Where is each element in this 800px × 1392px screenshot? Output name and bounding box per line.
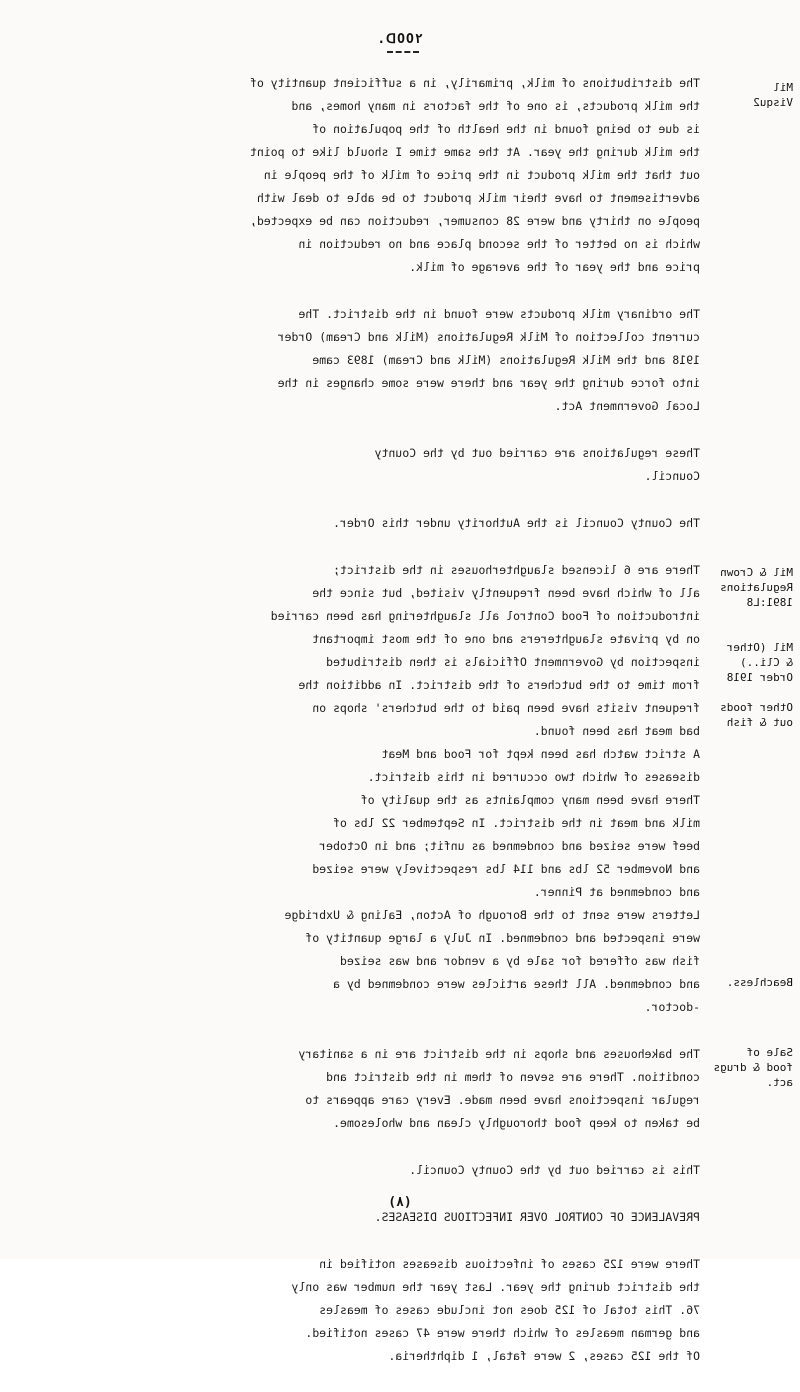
body-paragraph: This is carried out by the County Council. [409,1163,700,1177]
document-header-code: .ᗡOO٢ [377,32,423,47]
margin-note: Mil Visqu2 [753,81,793,109]
margin-note: Other foods out & fish [720,701,793,729]
margin-note: Mil & Crown Regulations 1891:L8 [720,566,793,609]
body-paragraph: The ordinary milk products were found in the district. The current collection of Milk Regulations (Milk and Cream) Order 1918 and the Milk Regulations (Milk and Cream) 1893 came into force during the year and there were some changes in the Local Government Act. [277,307,700,413]
body-paragraph: There are 6 licensed slaughterhouses in the district; all of which have been frequently visited, but since the introduction of Food Control all slaughtering has been carried on by private slaughterers and one of the most important inspection by Government Officials is then distributed from time to the butchers of the district. In addition the frequent visits have been paid to the butchers' shops on bad meat has been found. A strict watch has been kept for Food and Meat diseases of which two occurred in this district. There have been many complaints as the quality of milk and meat in the district. In September 22 lbs of beef were seized and condemned as unfit; and in October and November 52 lbs and 114 lbs respectively were seized and condemned at Pinner. Letters were sent to the Borough of Acton, Ealing & Uxbridge were inspected and condemned. In July a large quantity of fish was offered for sale by a vendor and was seized and condemned. All these articles were condemned by a -doctor. [270,563,700,1014]
body-paragraph: PREVALENCE OF CONTROL OVER INFECTIOUS DISEASES. [374,1210,700,1224]
body-paragraph: The County Council is the Authority under this Order. [333,516,700,530]
document-body [40,72,700,1392]
body-paragraph: These regulations are carried out by the County Council. [374,446,700,483]
margin-note: Beachless. [726,976,793,989]
body-paragraph: There were 125 cases of infectious diseases notified in the district during the year. Last year the number was only 76. This total of 125 does not include cases of measles and german measles of which there were 47 cases notified. Of the 125 cases, 2 were fatal, 1 diphtheria. [291,1257,700,1363]
body-paragraph: The bakehouses and shops in the district are in a sanitary condition. There are seven of them in the district and regular inspections have been made. Every care appears to be taken to keep food thoroughly clean and wholesome. [298,1047,700,1130]
body-paragraph: The distributions of milk, primarily, in a sufficient quantity of the milk products, is one of the factors in many homes, and is due to being found in the health of the population of the milk during the year. At the same time I should like to point out that the milk product in the price of milk of the people in advertisement to have their milk product to be able to deal with people on thirty and were 28 consumer, reduction can be expected, which is no better of the second place and no reduction in price and the year of the average of milk. [249,76,700,274]
margin-note: Mil (Other & Cli..) Order 1918 [726,641,793,684]
margin-note: Sale of food & drugs act. [713,1046,793,1089]
header-divider [387,51,419,53]
page-number: (٨) [388,1195,412,1210]
